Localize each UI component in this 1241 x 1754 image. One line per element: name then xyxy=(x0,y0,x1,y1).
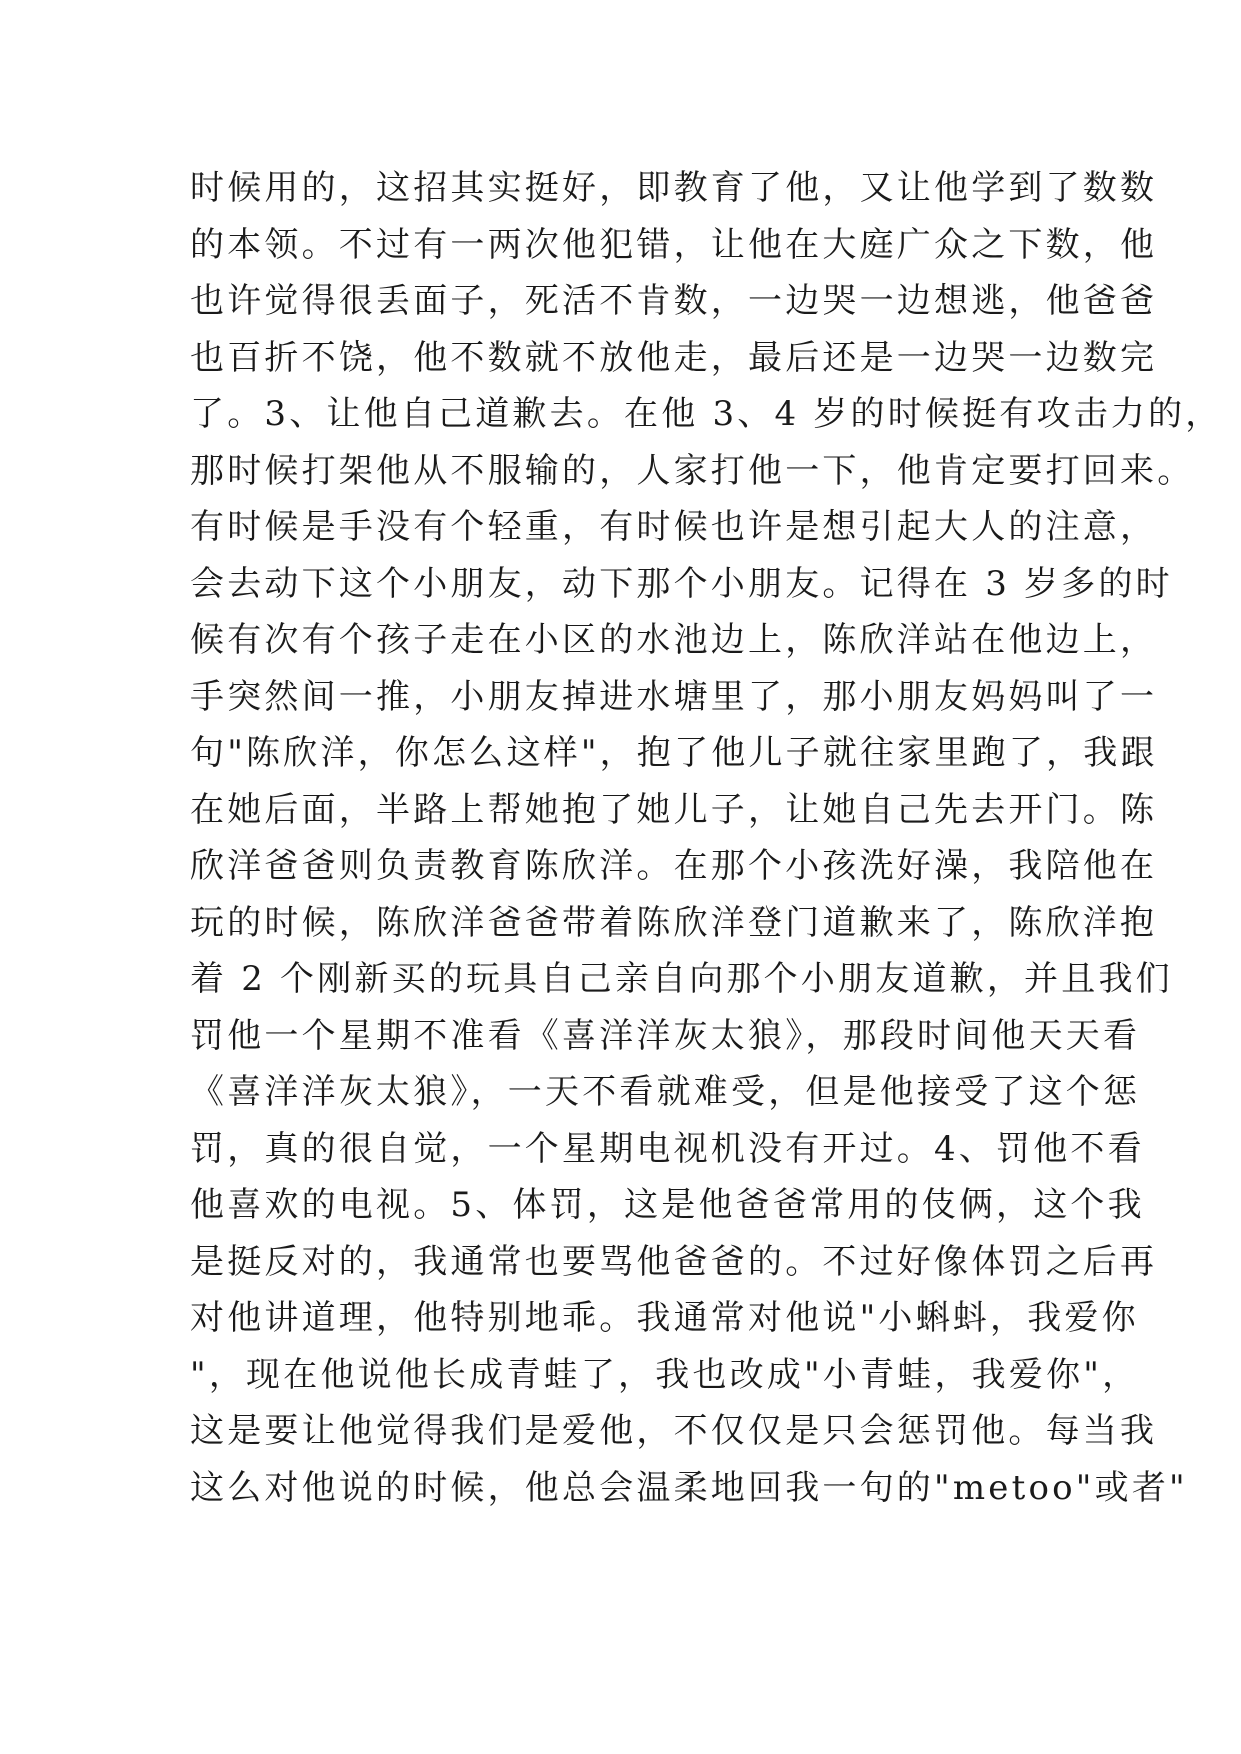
body-text xyxy=(190,160,1223,1516)
text-line: 的本领。不过有一两次他犯错，让他在大庭广众之下数，他 xyxy=(190,224,1158,265)
text-line: 欣洋爸爸则负责教育陈欣洋。在那个小孩洗好澡，我陪他在 xyxy=(190,846,1158,886)
text-line: 是挺反对的，我通常也要骂他爸爸的。不过好像体罚之后再 xyxy=(190,1241,1158,1282)
text-line: 句"陈欣洋，你怎么这样"，抱了他儿子就往家里跑了，我跟 xyxy=(190,733,1158,773)
text-line: 罚他一个星期不准看《喜洋洋灰太狼》，那段时间他天天看 xyxy=(190,1015,1141,1056)
text-line: "，现在他说他长成青蛙了，我也改成"小青蛙，我爱你"， xyxy=(190,1354,1140,1395)
text-line: 着 2 个刚新买的玩具自己亲自向那个小朋友道歉，并且我们 xyxy=(190,959,1173,999)
text-line: 罚，真的很自觉，一个星期电视机没有开过。4、罚他不看 xyxy=(190,1128,1145,1169)
text-line: 也许觉得很丢面子，死活不肯数，一边哭一边想逃，他爸爸 xyxy=(190,281,1158,321)
text-line: 《喜洋洋灰太狼》，一天不看就难受，但是他接受了这个惩 xyxy=(190,1072,1141,1112)
text-line: 那时候打架他从不服输的，人家打他一下，他肯定要打回来。 xyxy=(190,450,1195,491)
text-line: 有时候是手没有个轻重，有时候也许是想引起大人的注意， xyxy=(190,507,1158,547)
text-line: 了。3、让他自己道歉去。在他 3、4 岁的时候挺有攻击力的， xyxy=(190,394,1223,434)
text-line: 会去动下这个小朋友，动下那个小朋友。记得在 3 岁多的时 xyxy=(190,563,1173,604)
text-line: 这么对他说的时候，他总会温柔地回我一句的"metoo"或者" xyxy=(190,1467,1188,1508)
text-line: 玩的时候，陈欣洋爸爸带着陈欣洋登门道歉来了，陈欣洋抱 xyxy=(190,902,1158,943)
text-line: 候有次有个孩子走在小区的水池边上，陈欣洋站在他边上， xyxy=(190,620,1158,660)
text-line: 手突然间一推，小朋友掉进水塘里了，那小朋友妈妈叫了一 xyxy=(190,676,1158,717)
text-line: 时候用的，这招其实挺好，即教育了他，又让他学到了数数 xyxy=(190,168,1158,208)
text-line: 对他讲道理，他特别地乖。我通常对他说"小蝌蚪，我爱你 xyxy=(190,1298,1139,1338)
text-line: 也百折不饶，他不数就不放他走，最后还是一边哭一边数完 xyxy=(190,337,1158,378)
text-line: 这是要让他觉得我们是爱他，不仅仅是只会惩罚他。每当我 xyxy=(190,1411,1158,1451)
text-line: 他喜欢的电视。5、体罚，这是他爸爸常用的伎俩，这个我 xyxy=(190,1185,1145,1225)
text-line: 在她后面，半路上帮她抱了她儿子，让她自己先去开门。陈 xyxy=(190,789,1158,830)
